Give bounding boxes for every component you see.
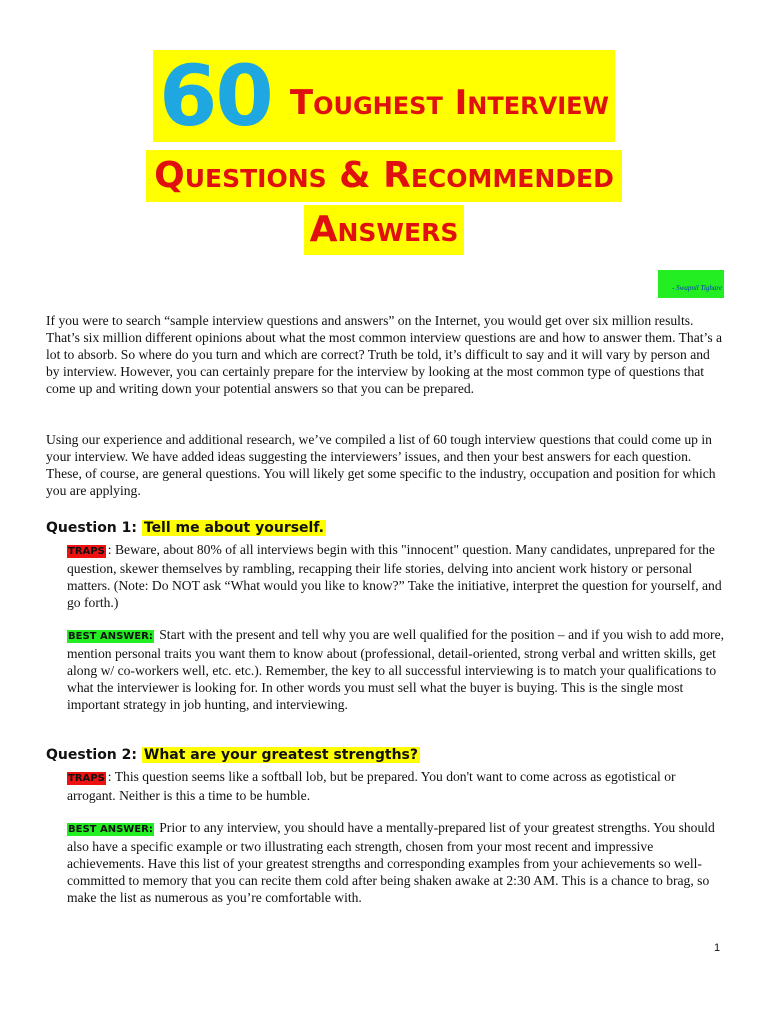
title-line-2 <box>0 150 768 202</box>
title-highlight-2 <box>146 150 622 202</box>
question-2-text: What are your greatest strengths? <box>143 747 418 763</box>
question-2-best-text: Prior to any interview, you should have a mentally-prepared list of your greatest strengths. You should also have a specific example or two illustrating each strength, chosen from your most recent and impressive achievements. Have this list of your greatest strengths and corresponding examples from your achievements so well-committed to memory that you can recite them cold after being shaken awake at 2:30 AM. This is a chance to brag, so make the list as numerous as you’re comfortable with. <box>67 820 715 905</box>
page-number: 1 <box>714 942 721 954</box>
title-line-3 <box>0 205 768 255</box>
question-2-traps-text: : This question seems like a softball lob, but be prepared. You don't want to come across as egotistical or arrogant. Neither is this a time to be humble. <box>67 769 676 803</box>
question-2-heading <box>46 745 420 765</box>
title-highlight-1 <box>153 47 615 145</box>
question-1-best-text: Start with the present and tell why you are well qualified for the position – and if you wish to add more, mention personal traits you want them to know about (professional, detail-oriented, strong verbal and written skills, get along w/ co-workers well, etc. etc.). Remember, the key to all successful interviewing is to match your qualifications to what the interviewer is looking for. In other words you must sell what the buyer is buying. This is the single most important strategy in job hunting, and interviewing. <box>67 627 725 712</box>
title-text-3: Answers <box>309 209 459 250</box>
traps-label: TRAPS <box>68 773 105 784</box>
intro-paragraph-2: Using our experience and additional research, we’ve compiled a list of 60 tough interview questions that could come up in your interview. We have added ideas suggesting the interviewers’ issues, and then your best answers for each question. These, of course, are general questions. You will likely get some specific to the industry, occupation and position for which you are applying. <box>46 432 716 498</box>
question-2-best-answer <box>67 819 727 906</box>
author-credit: - Swapnil Tighare <box>658 270 724 298</box>
title-text-2: Questions & Recommended <box>154 155 614 196</box>
question-1-heading <box>46 518 326 538</box>
best-answer-label: BEST ANSWER: <box>68 631 153 642</box>
title-line-1 <box>0 47 768 145</box>
title-text-1: Toughest Interview <box>289 83 609 123</box>
question-1-traps <box>67 541 727 611</box>
best-answer-label: BEST ANSWER: <box>68 824 153 835</box>
question-1-best-answer <box>67 626 727 713</box>
question-2-prefix: Question 2: <box>46 747 142 763</box>
title-number: 60 <box>158 47 272 145</box>
title-highlight-3 <box>304 205 465 255</box>
intro-paragraph-1: If you were to search “sample interview questions and answers” on the Internet, you would get over six million results. That’s six million different opinions about what the most common interview questions are and how to answer them. That’s a lot to absorb. So where do you turn and which are correct? Truth be told, it’s difficult to say and it will vary by person and by interview. However, you can certainly prepare for the interview by looking at the most common type of questions that come up and writing down your potential answers so that you can be prepared. <box>46 313 723 396</box>
question-2-traps <box>67 768 727 804</box>
question-1-traps-text: : Beware, about 80% of all interviews begin with this "innocent" question. Many candidates, unprepared for the question, skewer themselves by rambling, recapping their life stories, delving into ancient work history or personal matters. (Note: Do NOT ask “What would you like to know?” Take the initiative, interpret the question for yourself, and go forth.) <box>67 542 722 610</box>
question-1-text: Tell me about yourself. <box>143 520 324 536</box>
question-1-prefix: Question 1: <box>46 520 142 536</box>
traps-label: TRAPS <box>68 546 105 557</box>
